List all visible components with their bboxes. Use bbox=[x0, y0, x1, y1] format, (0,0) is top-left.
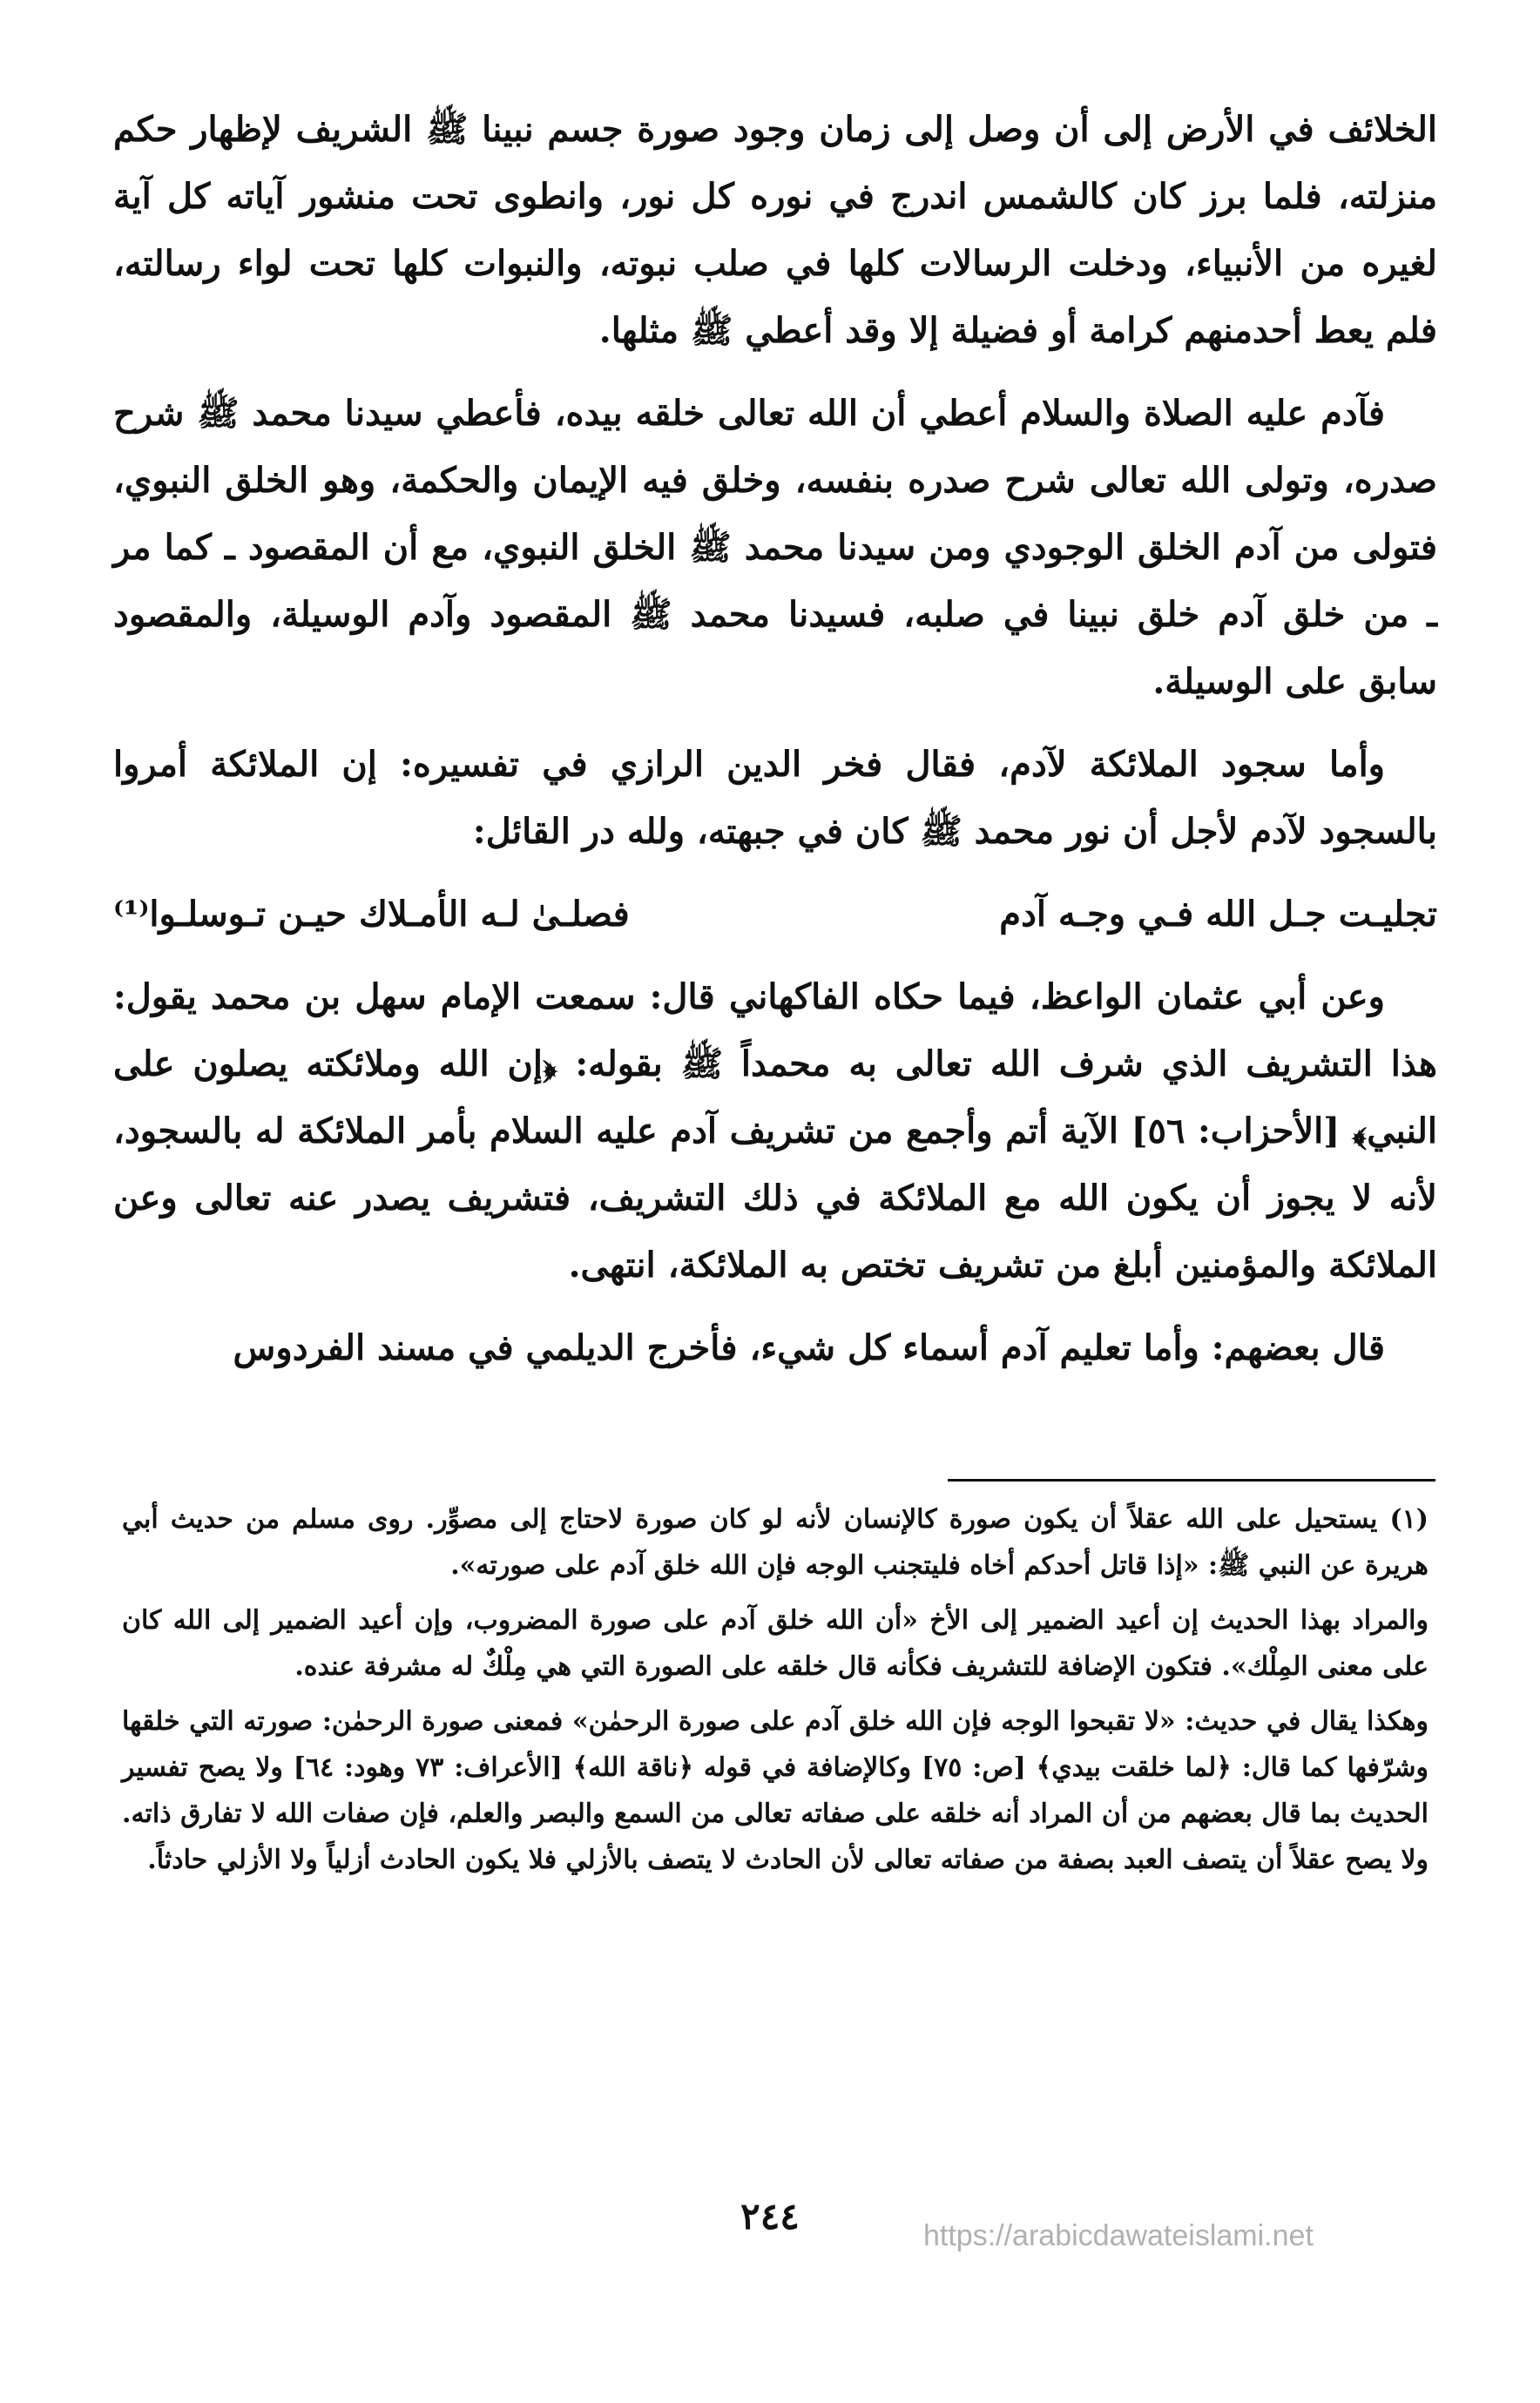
poetry-verse bbox=[113, 881, 1437, 948]
footnote-1-continued-b: وهكذا يقال في حديث: «لا تقبحوا الوجه فإن الله خلق آدم على صورة الرحمٰن» فمعنى صورة الرحمٰن: صورته التي خلقها وشرّفها كما قال: ﴿لما خلقت بيدي﴾ [ص: ٧٥] وكالإضافة في قوله ﴿ناقة الله﴾ [الأعراف: ٧٣ وهود: ٦٤] ولا يصح تفسير الحديث بما قال بعضهم من أن المراد أنه خلقه على صفاته تعالى من السمع والبصر والعلم، فإن صفات الله لا تفارق ذاته. ولا يصح عقلاً أن يتصف العبد بصفة من صفاته تعالى لأن الحادث لا يتصف بالأزلي فلا يكون الحادث أزلياً ولا الأزلي حادثاً. bbox=[122, 1706, 1429, 1875]
footnote-1: (١) يستحيل على الله عقلاً أن يكون صورة كالإنسان لأنه لو كان صورة لاحتاج إلى مصوِّر. روى مسلم من حديث أبي هريرة عن النبي ﷺ: «إذا قاتل أحدكم أخاه فليتجنب الوجه فإن الله خلق آدم على صورته». bbox=[122, 1504, 1429, 1581]
page-number: ٢٤٤ bbox=[740, 2195, 800, 2238]
paragraph-5: قال بعضهم: وأما تعليم آدم أسماء كل شيء، فأخرج الديلمي في مسند الفردوس bbox=[233, 1327, 1385, 1368]
watermark-url: https://arabicdawateislami.net bbox=[923, 2219, 1314, 2252]
paragraph-3: وأما سجود الملائكة لآدم، فقال فخر الدين الرازي في تفسيره: إن الملائكة أمروا بالسجود لآدم لأجل أن نور محمد ﷺ كان في جبهته، ولله در القائل: bbox=[113, 744, 1437, 852]
paragraph-2: فآدم عليه الصلاة والسلام أعطي أن الله تعالى خلقه بيده، فأعطي سيدنا محمد ﷺ شرح صدره، وتولى الله تعالى شرح صدره بنفسه، وخلق فيه الإيمان والحكمة، وهو الخلق النبوي، فتولى من آدم الخلق الوجودي ومن سيدنا محمد ﷺ الخلق النبوي، مع أن المقصود ـ كما مر ـ من خلق آدم خلق نبينا في صلبه، فسيدنا محمد ﷺ المقصود وآدم الوسيلة، والمقصود سابق على الوسيلة. bbox=[113, 393, 1437, 702]
paragraph-4: وعن أبي عثمان الواعظ، فيما حكاه الفاكهاني قال: سمعت الإمام سهل بن محمد يقول: هذا التشريف الذي شرف الله تعالى به محمداً ﷺ بقوله: ﴿إن الله وملائكته يصلون على النبي﴾ [الأحزاب: ٥٦] الآية أتم وأجمع من تشريف آدم عليه السلام بأمر الملائكة له بالسجود، لأنه لا يجوز أن يكون الله مع الملائكة في ذلك التشريف، فتشريف يصدر عنه تعالى وعن الملائكة والمؤمنين أبلغ من تشريف تختص به الملائكة، انتهى. bbox=[113, 976, 1437, 1286]
verse-first-half: تجليـت جـل الله فـي وجـه آدم bbox=[999, 894, 1437, 935]
footnote-separator bbox=[948, 1479, 1435, 1482]
main-text bbox=[113, 96, 1437, 1397]
footnote-1-continued-a: والمراد بهذا الحديث إن أعيد الضمير إلى الأخ «أن الله خلق آدم على صورة المضروب، وإن أعيد الضمير إلى الله كان على معنى المِلْك». فتكون الإضافة للتشريف فكأنه قال خلقه على الصورة التي هي مِلْكٌ له مشرفة عنده. bbox=[122, 1605, 1429, 1682]
verse-second-half: فصلـىٰ لـه الأمـلاك حيـن تـوسلـوا⁽¹⁾ bbox=[113, 894, 630, 935]
footnotes bbox=[122, 1496, 1429, 1892]
paragraph-1: الخلائف في الأرض إلى أن وصل إلى زمان وجود صورة جسم نبينا ﷺ الشريف لإظهار حكم منزلته، فلما برز كان كالشمس اندرج في نوره كل نور، وانطوى تحت منشور آياته كل آية لغيره من الأنبياء، ودخلت الرسالات كلها في صلب نبوته، والنبوات كلها تحت لواء رسالته، فلم يعط أحدمنهم كرامة أو فضيلة إلا وقد أعطي ﷺ مثلها. bbox=[113, 109, 1437, 351]
